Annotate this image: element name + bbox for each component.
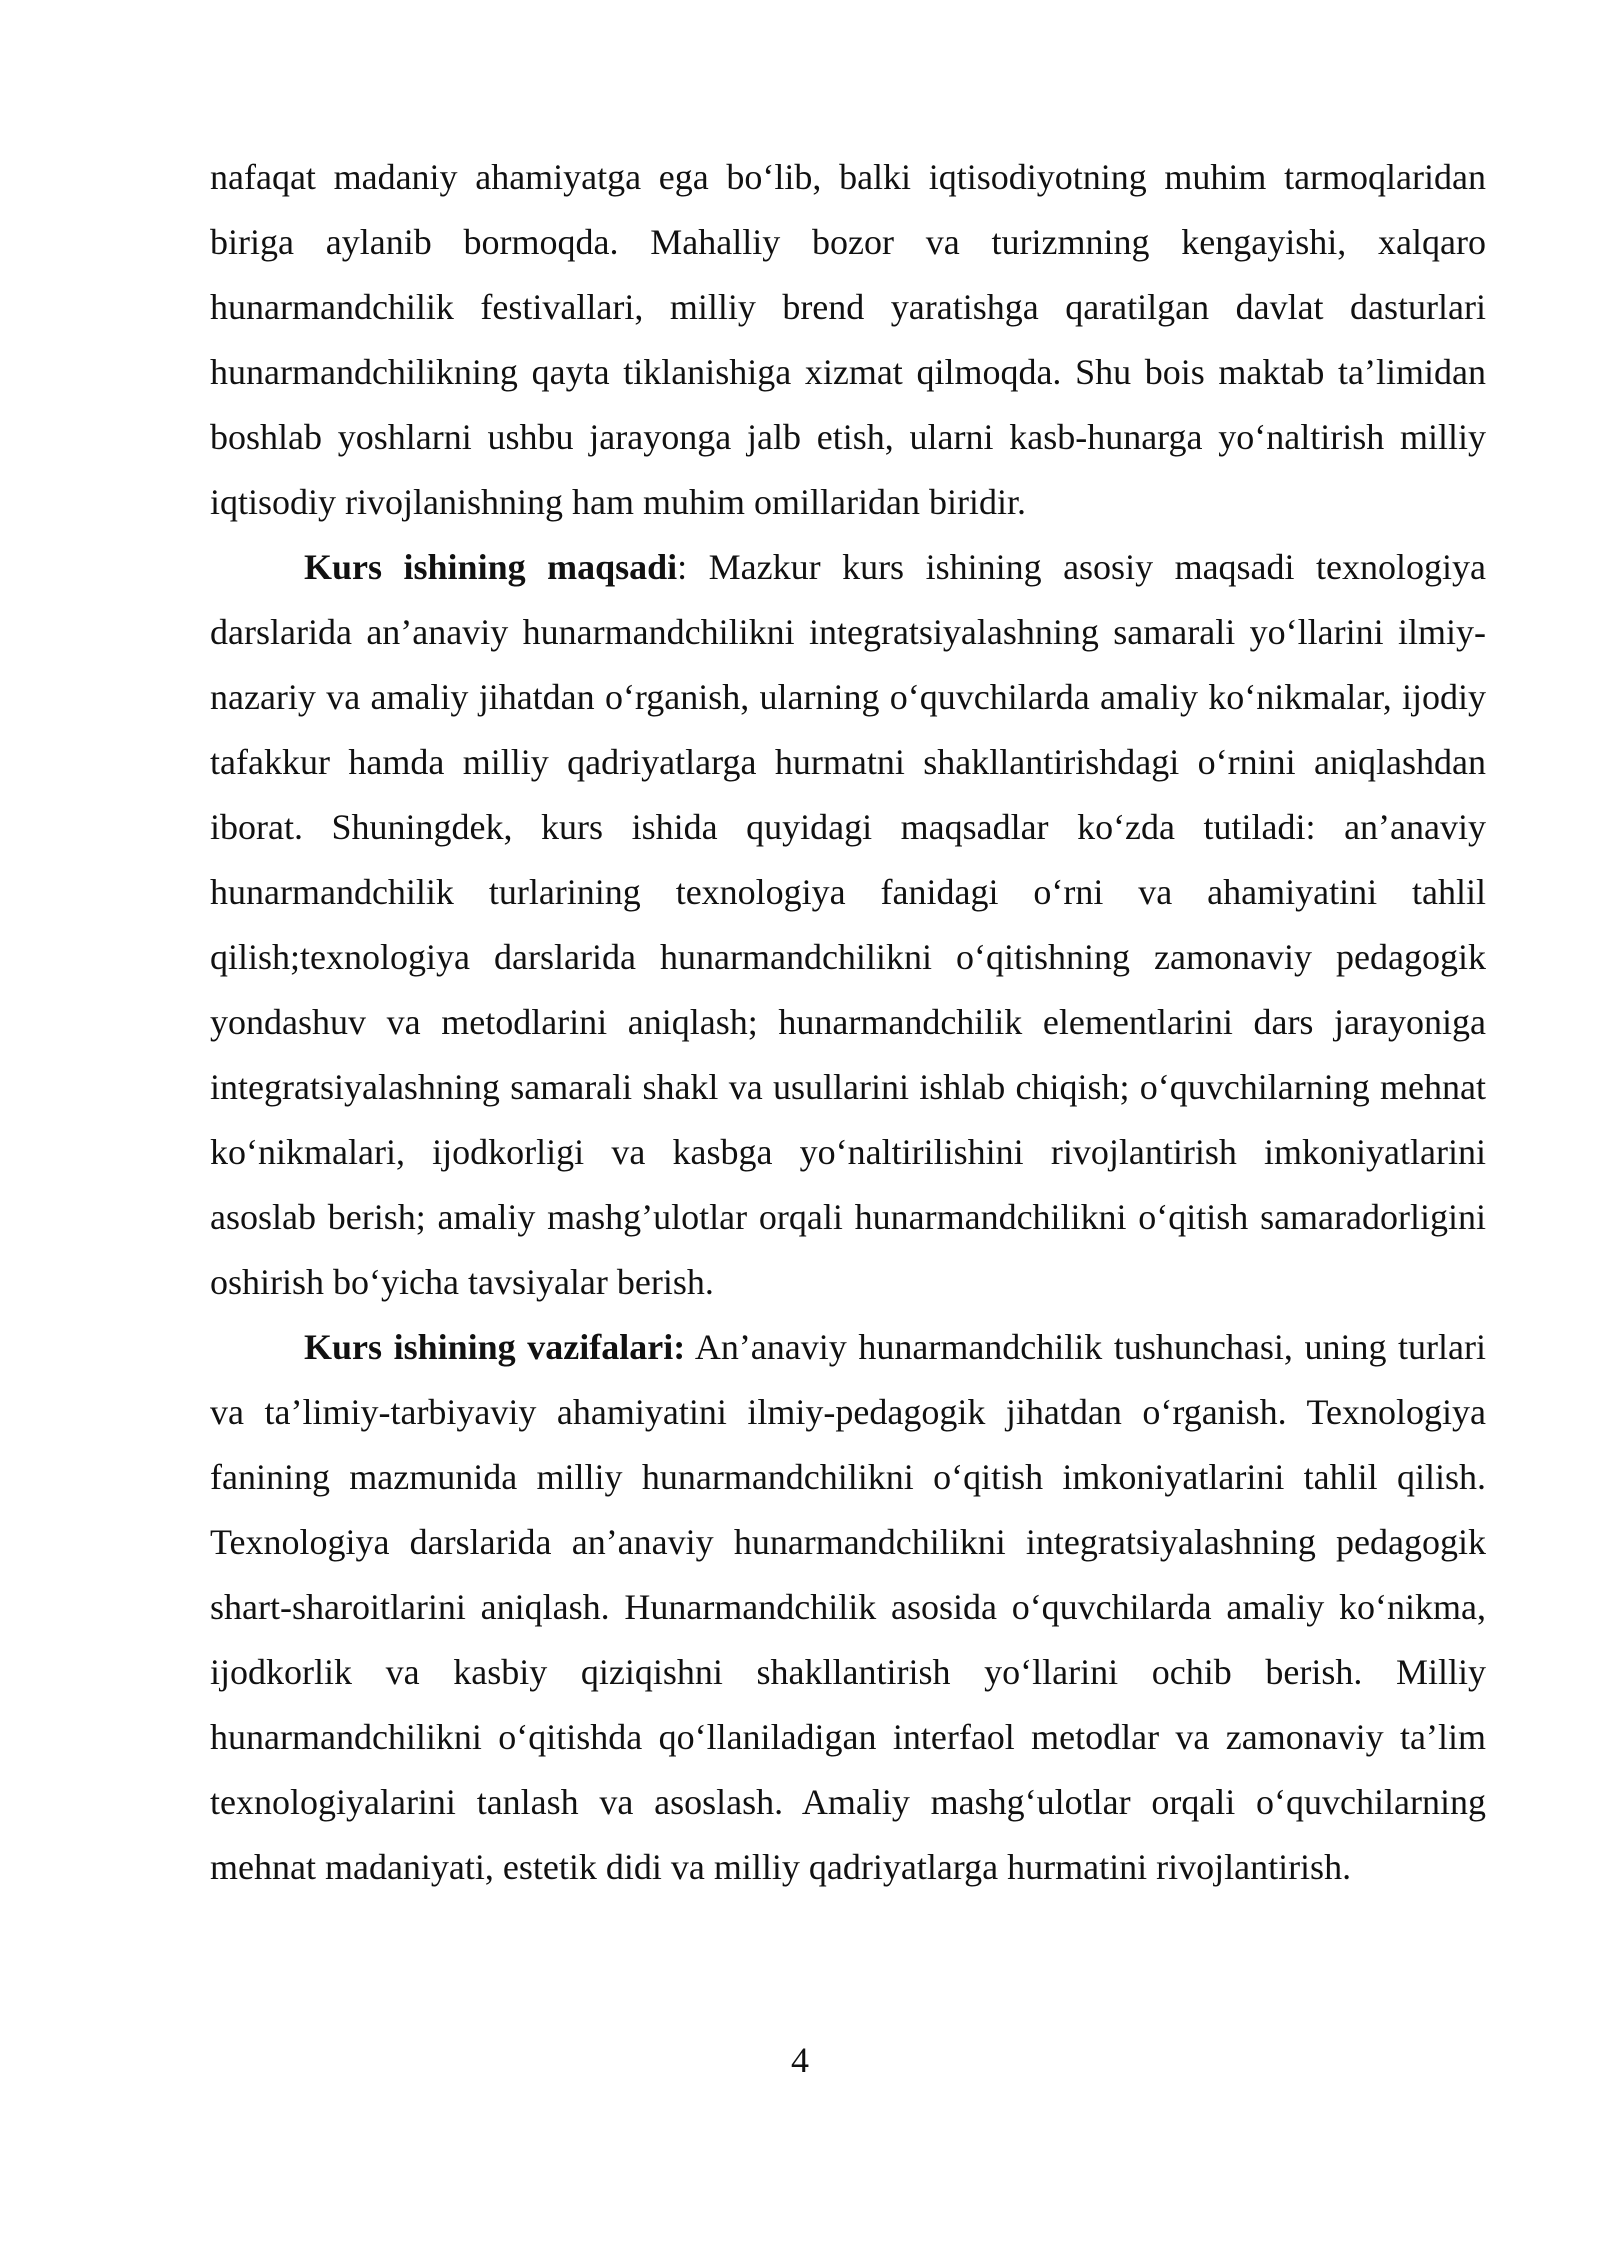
- paragraph-text: nafaqat madaniy ahamiyatga ega bo‘lib, balki iqtisodiyotning muhim tarmoqlaridan biriga aylanib bormoqda. Mahalliy bozor va turizmning kengayishi, xalqaro hunarmandchilik festivallari, milliy brend yaratishga qaratilgan davlat dasturlari hunarmandchilikning qayta tiklanishiga xizmat qilmoqda. Shu bois maktab ta’limidan boshlab yoshlarni ushbu jarayonga jalb etish, ularni kasb-hunarga yo‘naltirish milliy iqtisodiy rivojlanishning ham muhim omillaridan biridir.: [210, 157, 1486, 522]
- paragraph-intro-continuation: [210, 145, 1486, 535]
- body-text: [210, 145, 1486, 1900]
- page-number: 4: [791, 2040, 809, 2080]
- paragraph-heading: Kurs ishining maqsadi: [304, 547, 678, 587]
- paragraph-course-goal: [210, 535, 1486, 1315]
- paragraph-text: : Mazkur kurs ishining asosiy maqsadi texnologiya darslarida an’anaviy hunarmandchilikni integratsiyalashning samarali yo‘llarini ilmiy-nazariy va amaliy jihatdan o‘rganish, ularning o‘quvchilarda amaliy ko‘nikmalar, ijodiy tafakkur hamda milliy qadriyatlarga hurmatni shakllantirishdagi o‘rnini aniqlashdan iborat. Shuningdek, kurs ishida quyidagi maqsadlar ko‘zda tutiladi: an’anaviy hunarmandchilik turlarining texnologiya fanidagi o‘rni va ahamiyatini tahlil qilish;texnologiya darslarida hunarmandchilikni o‘qitishning zamonaviy pedagogik yondashuv va metodlarini aniqlash; hunarmandchilik elementlarini dars jarayoniga integratsiyalashning samarali shakl va usullarini ishlab chiqish; o‘quvchilarning mehnat ko‘nikmalari, ijodkorligi va kasbga yo‘naltirilishini rivojlantirish imkoniyatlarini asoslab berish; amaliy mashg’ulotlar orqali hunarmandchilikni o‘qitish samaradorligini oshirish bo‘yicha tavsiyalar berish.: [210, 547, 1486, 1302]
- paragraph-heading: Kurs ishining vazifalari:: [304, 1327, 686, 1367]
- paragraph-course-tasks: [210, 1315, 1486, 1900]
- paragraph-text: An’anaviy hunarmandchilik tushunchasi, uning turlari va ta’limiy-tarbiyaviy ahamiyatini ilmiy-pedagogik jihatdan o‘rganish. Texnologiya fanining mazmunida milliy hunarmandchilikni o‘qitish imkoniyatlarini tahlil qilish. Texnologiya darslarida an’anaviy hunarmandchilikni integratsiyalashning pedagogik shart-sharoitlarini aniqlash. Hunarmandchilik asosida o‘quvchilarda amaliy ko‘nikma, ijodkorlik va kasbiy qiziqishni shakllantirish yo‘llarini ochib berish. Milliy hunarmandchilikni o‘qitishda qo‘llaniladigan interfaol metodlar va zamonaviy ta’lim texnologiyalarini tanlash va asoslash. Amaliy mashg‘ulotlar orqali o‘quvchilarning mehnat madaniyati, estetik didi va milliy qadriyatlarga hurmatini rivojlantirish.: [210, 1327, 1486, 1887]
